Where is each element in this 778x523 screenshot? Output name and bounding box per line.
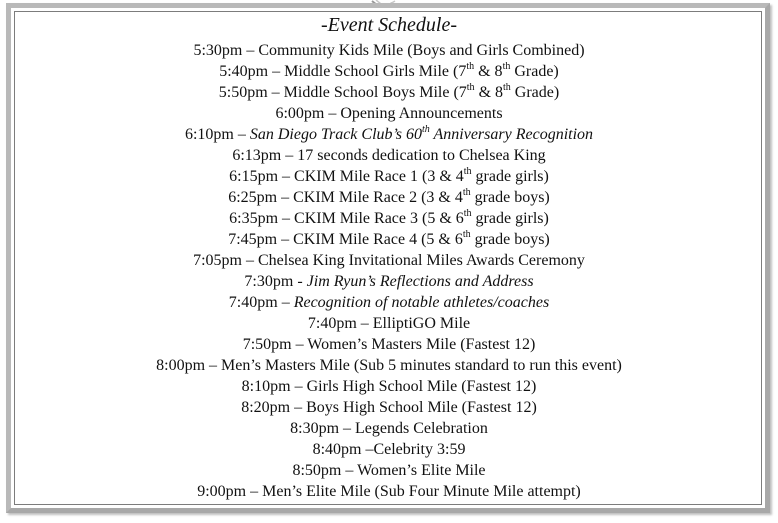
schedule-row: [0, 250, 778, 271]
ordinal-suffix: th: [503, 81, 511, 93]
event-description: [373, 441, 465, 458]
schedule-row: [0, 481, 778, 502]
event-name: 17 seconds dedication to Chelsea King: [297, 147, 546, 164]
event-description: [294, 207, 549, 227]
schedule-title: -Event Schedule-: [320, 14, 458, 36]
event-name: ElliptiGO Mile: [372, 315, 471, 332]
ordinal-suffix: th: [502, 60, 511, 72]
event-name: Opening Announcements: [340, 105, 503, 122]
event-time: 5:50pm –: [218, 84, 284, 101]
event-time: 7:30pm -: [244, 273, 307, 290]
schedule-row: [0, 418, 778, 439]
event-description: [221, 357, 622, 374]
event-time: 5:30pm –: [193, 42, 259, 59]
event-description: [297, 147, 545, 164]
event-name: Community Kids Mile (Boys and Girls Combined): [258, 42, 585, 59]
ordinal-suffix: th: [463, 207, 472, 219]
event-description: [294, 294, 550, 311]
schedule-row: [0, 439, 778, 460]
event-description: [283, 81, 560, 101]
event-description: [293, 228, 550, 248]
event-name: CKIM Mile Race 2 (3 & 4: [293, 189, 463, 206]
event-name: CKIM Mile Race 3 (5 & 6: [294, 210, 464, 227]
event-time: 7:05pm –: [193, 252, 258, 269]
schedule-row: [0, 229, 778, 250]
event-time: 6:10pm –: [184, 126, 250, 143]
event-description: [355, 420, 488, 437]
schedule-row: [0, 103, 778, 124]
event-time: 8:40pm –: [312, 441, 374, 458]
event-description: [293, 186, 550, 206]
event-description: [340, 105, 502, 122]
event-name-cont: & 8: [474, 84, 504, 101]
schedule-list: [0, 40, 778, 502]
event-description: [306, 399, 537, 416]
event-time: 7:45pm –: [228, 231, 294, 248]
event-name: CKIM Mile Race 1 (3 & 4: [294, 168, 464, 185]
event-name: Chelsea King Invitational Miles Awards Ceremony: [257, 252, 585, 269]
event-name-cont: grade boys): [470, 231, 550, 248]
event-description: [373, 315, 470, 332]
schedule-row: [0, 187, 778, 208]
event-name: Recognition of notable athletes/coaches: [293, 294, 550, 311]
event-time: 6:00pm –: [275, 105, 341, 122]
schedule-row: [0, 40, 778, 61]
event-time: 6:35pm –: [229, 210, 295, 227]
event-description: [307, 273, 534, 290]
schedule-row: [0, 61, 778, 82]
event-description: [262, 483, 581, 500]
event-name: Middle School Boys Mile (7: [283, 84, 467, 101]
event-description: [258, 252, 585, 269]
event-time: 6:25pm –: [228, 189, 294, 206]
event-name-cont: grade girls): [471, 210, 549, 227]
event-name: Jim Ryun’s Reflections and Address: [306, 273, 534, 290]
event-description: [249, 123, 594, 143]
event-name-cont: grade boys): [470, 189, 550, 206]
event-name: Men’s Masters Mile (Sub 5 minutes standard to run this event): [221, 357, 622, 374]
ordinal-suffix: th: [466, 81, 475, 93]
event-name: CKIM Mile Race 4 (5 & 6: [293, 231, 463, 248]
event-time: 8:20pm –: [241, 399, 307, 416]
event-description: [307, 336, 535, 353]
schedule-row: [0, 313, 778, 334]
event-name: Women’s Masters Mile (Fastest 12): [307, 336, 536, 353]
event-name-end: Grade): [510, 84, 560, 101]
ordinal-suffix: th: [466, 60, 475, 72]
event-name: Boys High School Mile (Fastest 12): [306, 399, 537, 416]
schedule-row: [0, 271, 778, 292]
event-time: 8:50pm –: [292, 462, 358, 479]
event-description: [294, 165, 549, 185]
event-time: 6:15pm –: [229, 168, 295, 185]
event-time: 8:10pm –: [241, 378, 307, 395]
ordinal-suffix: th: [462, 186, 471, 198]
event-name: Legends Celebration: [355, 420, 488, 437]
schedule-row: [0, 292, 778, 313]
ordinal-suffix: th: [422, 123, 430, 135]
schedule-row: [0, 376, 778, 397]
schedule-row: [0, 208, 778, 229]
event-name: Middle School Girls Mile (7: [284, 63, 467, 80]
event-description: [307, 378, 537, 395]
event-time: 7:40pm –: [228, 294, 294, 311]
event-name: Women’s Elite Mile: [357, 462, 486, 479]
event-time: 5:40pm –: [219, 63, 285, 80]
event-name-end: Grade): [510, 63, 559, 80]
event-time: 7:50pm –: [242, 336, 308, 353]
event-name-cont: grade girls): [471, 168, 549, 185]
schedule-row: [0, 145, 778, 166]
event-name: Men’s Elite Mile (Sub Four Minute Mile attempt): [262, 483, 581, 500]
ordinal-suffix: th: [463, 165, 472, 177]
schedule-row: [0, 166, 778, 187]
event-description: [284, 60, 559, 80]
event-time: 8:00pm –: [156, 357, 222, 374]
schedule-row: [0, 82, 778, 103]
schedule-row: [0, 355, 778, 376]
schedule-row: [0, 124, 778, 145]
event-schedule: [0, 13, 778, 502]
schedule-row: [0, 397, 778, 418]
event-name: San Diego Track Club’s 60: [249, 126, 423, 143]
event-name-cont: & 8: [474, 63, 503, 80]
schedule-row: [0, 460, 778, 481]
event-name: Girls High School Mile (Fastest 12): [306, 378, 537, 395]
event-time: 9:00pm –: [197, 483, 263, 500]
event-time: 6:13pm –: [232, 147, 298, 164]
ordinal-suffix: th: [462, 228, 471, 240]
event-time: 8:30pm –: [290, 420, 356, 437]
event-time: 7:40pm –: [307, 315, 373, 332]
event-name-cont: Anniversary Recognition: [429, 126, 594, 143]
event-description: [357, 462, 485, 479]
schedule-row: [0, 334, 778, 355]
event-name: Celebrity 3:59: [373, 441, 466, 458]
event-description: [258, 42, 584, 59]
